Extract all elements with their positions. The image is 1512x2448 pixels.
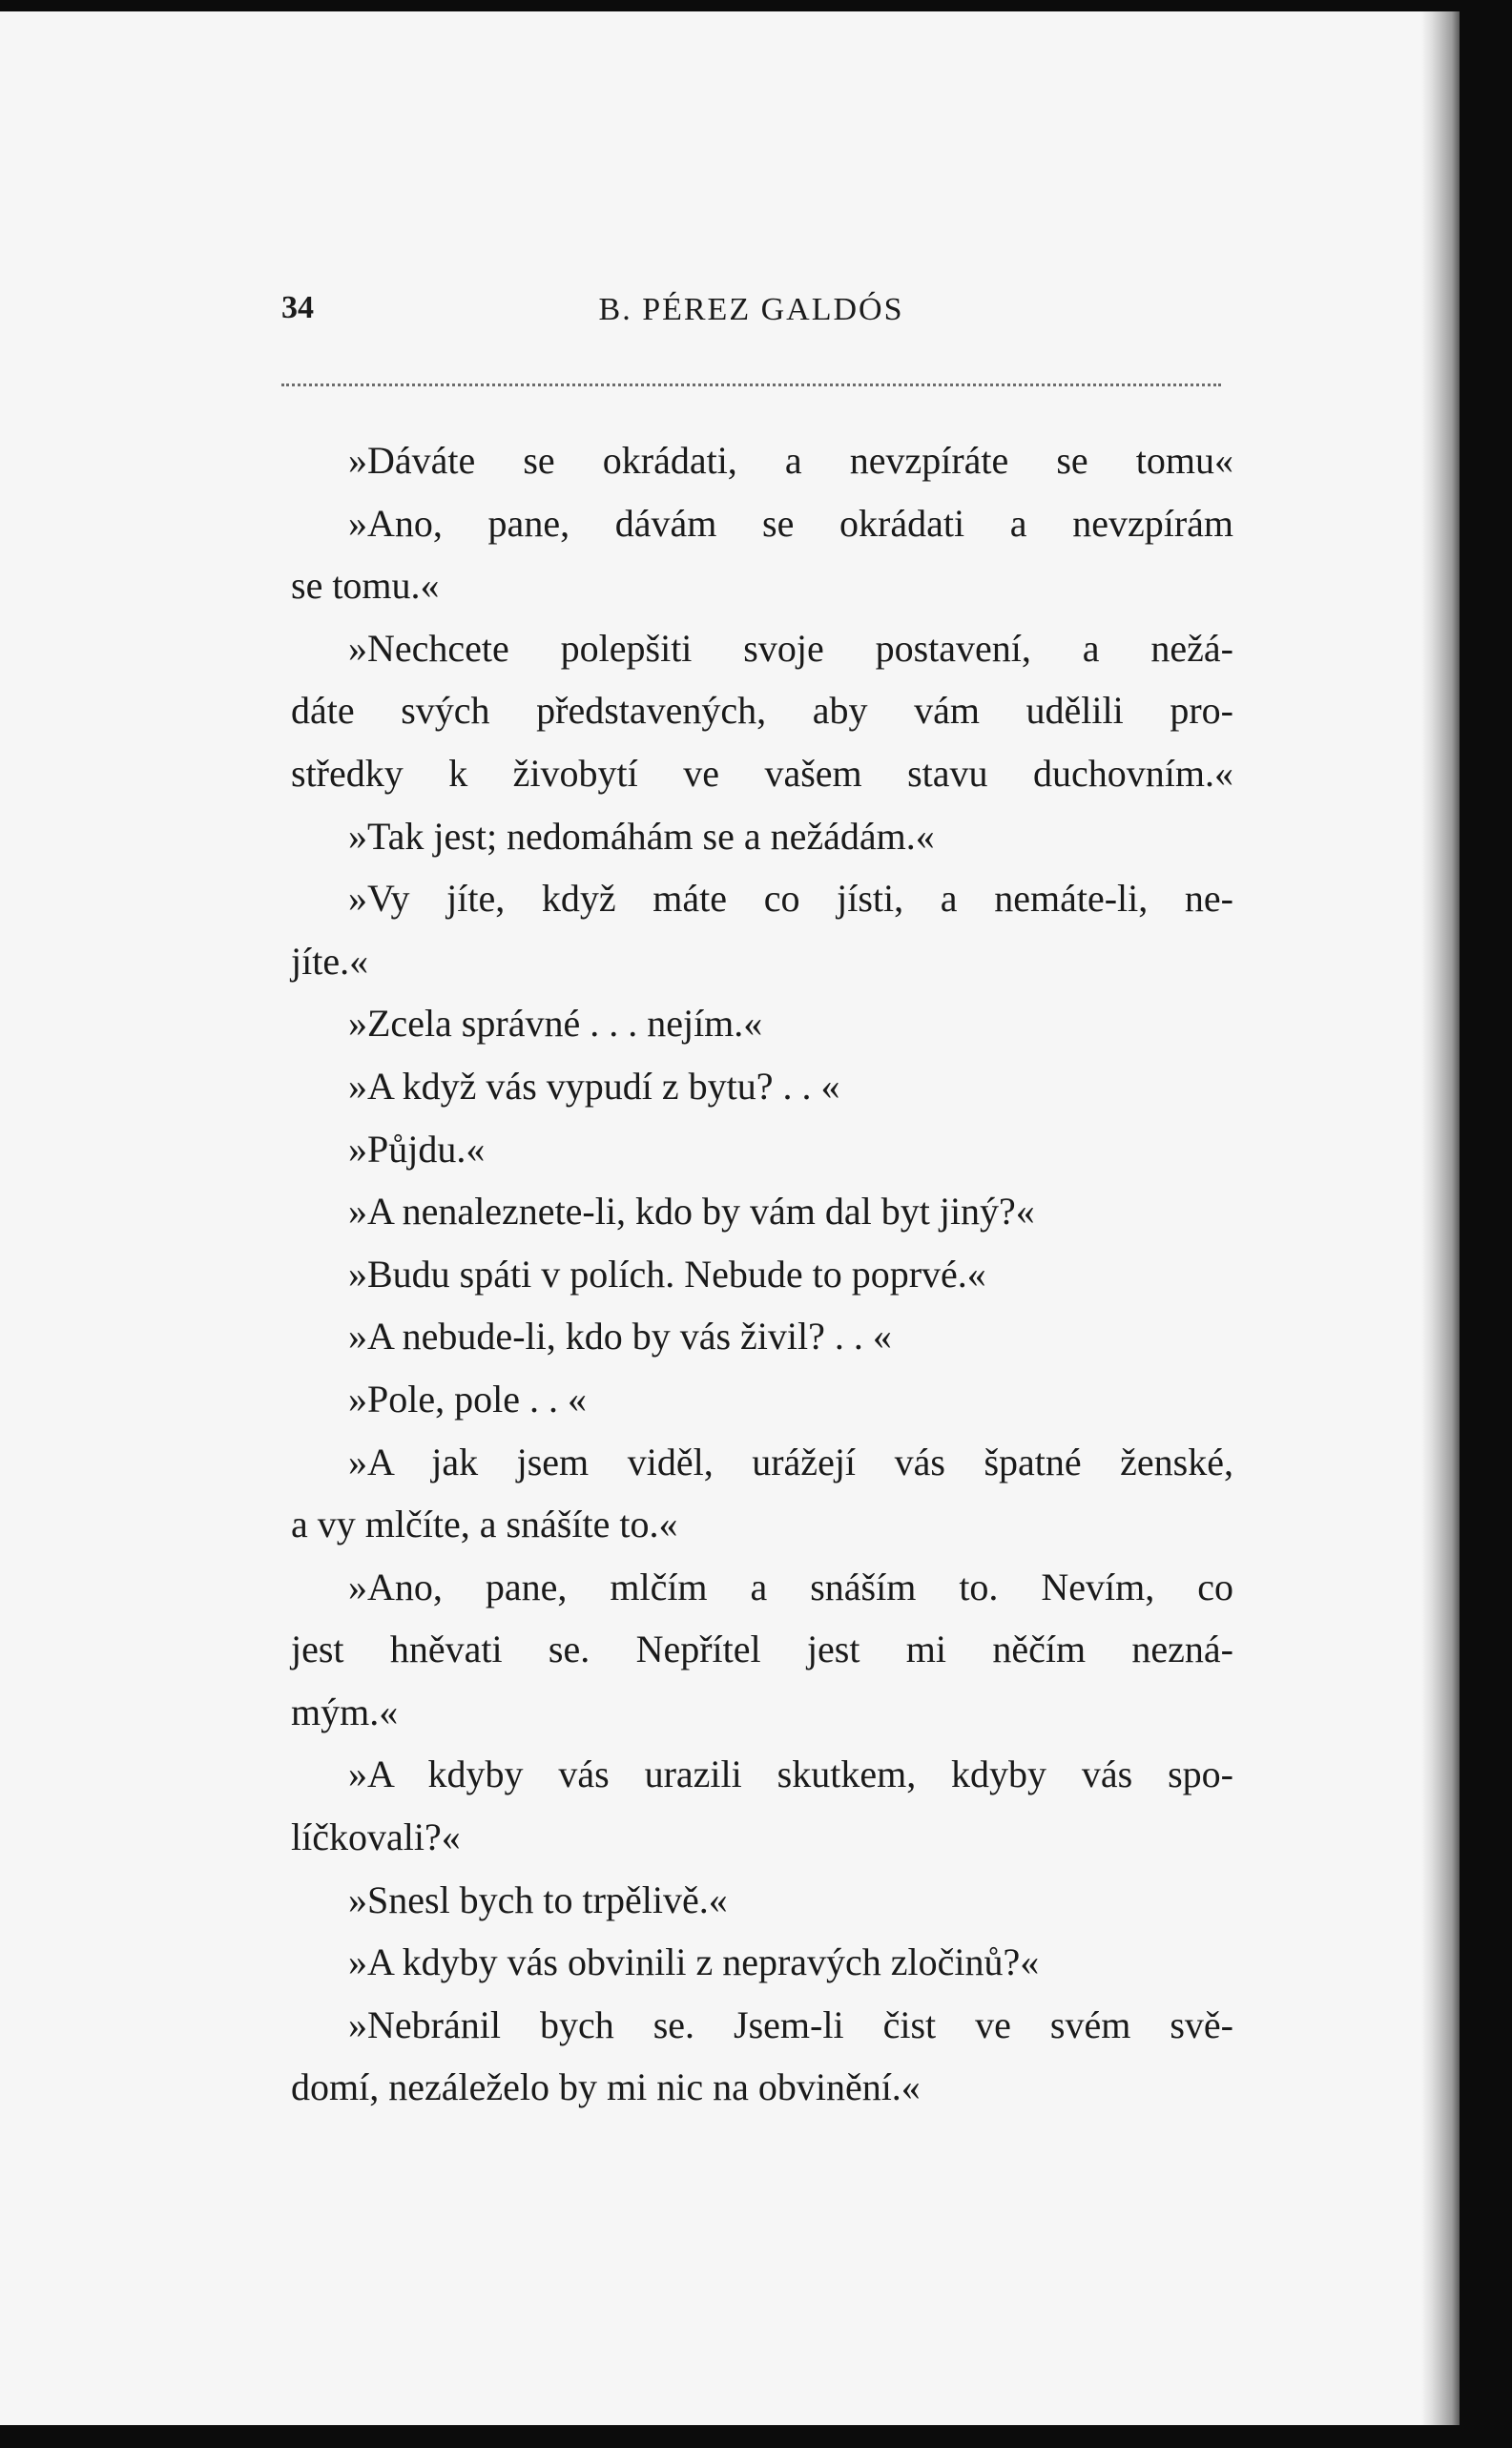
text-line: líčkovali?«: [291, 1815, 461, 1859]
text-line: »Ano, pane, mlčím a snáším to. Nevím, co: [348, 1565, 1233, 1608]
text-line: jíte.«: [291, 939, 369, 983]
text-line: se tomu.«: [291, 564, 440, 608]
text-line: »Vy jíte, když máte co jísti, a nemáte-li, ne-: [348, 877, 1233, 921]
text-line: domí, nezáleželo by mi nic na obvinění.«: [291, 2065, 921, 2109]
text-line: mým.«: [291, 1690, 399, 1733]
text-line: »Půjdu.«: [348, 1127, 486, 1171]
page-edge-shadow: [1421, 11, 1460, 2425]
text-line: »A nenaleznete-li, kdo by vám dal byt jiný?«: [348, 1190, 1035, 1234]
running-head: B. PÉREZ GALDÓS: [598, 292, 904, 327]
text-line: »Dáváte se okrádati, a nevzpíráte se tomu«: [348, 439, 1233, 482]
book-page: [0, 11, 1460, 2425]
text-line: jest hněvati se. Nepřítel jest mi něčím nezná-: [291, 1628, 1233, 1671]
text-line: »Pole, pole . . «: [348, 1377, 587, 1421]
body-text: [291, 429, 1233, 2119]
text-line: »A když vás vypudí z bytu? . . «: [348, 1064, 840, 1108]
text-line: dáte svých představených, aby vám udělili pro-: [291, 689, 1233, 733]
text-line: »Tak jest; nedomáhám se a nežádám.«: [348, 814, 935, 858]
text-line: »Nebránil bych se. Jsem-li čist ve svém svě-: [348, 2002, 1233, 2046]
page-number: 34: [281, 290, 314, 325]
text-line: a vy mlčíte, a snášíte to.«: [291, 1503, 678, 1546]
text-line: »Budu spáti v polích. Nebude to poprvé.«: [348, 1252, 986, 1296]
text-line: »A jak jsem viděl, urážejí vás špatné ženské,: [348, 1440, 1233, 1483]
page-header: [281, 290, 1221, 347]
text-line: »A kdyby vás obvinili z nepravých zločinů?«: [348, 1940, 1040, 1984]
text-line: »Nechcete polepšiti svoje postavení, a nežá-: [348, 626, 1233, 670]
header-rule: [281, 384, 1221, 386]
text-line: středky k živobytí ve vašem stavu duchovním.«: [291, 751, 1233, 795]
text-line: »Zcela správné . . . nejím.«: [348, 1002, 763, 1046]
text-line: »A nebude-li, kdo by vás živil? . . «: [348, 1315, 892, 1359]
text-line: »Ano, pane, dávám se okrádati a nevzpírám: [348, 501, 1233, 545]
text-line: »A kdyby vás urazili skutkem, kdyby vás spo-: [348, 1753, 1233, 1796]
text-line: »Snesl bych to trpělivě.«: [348, 1877, 728, 1921]
